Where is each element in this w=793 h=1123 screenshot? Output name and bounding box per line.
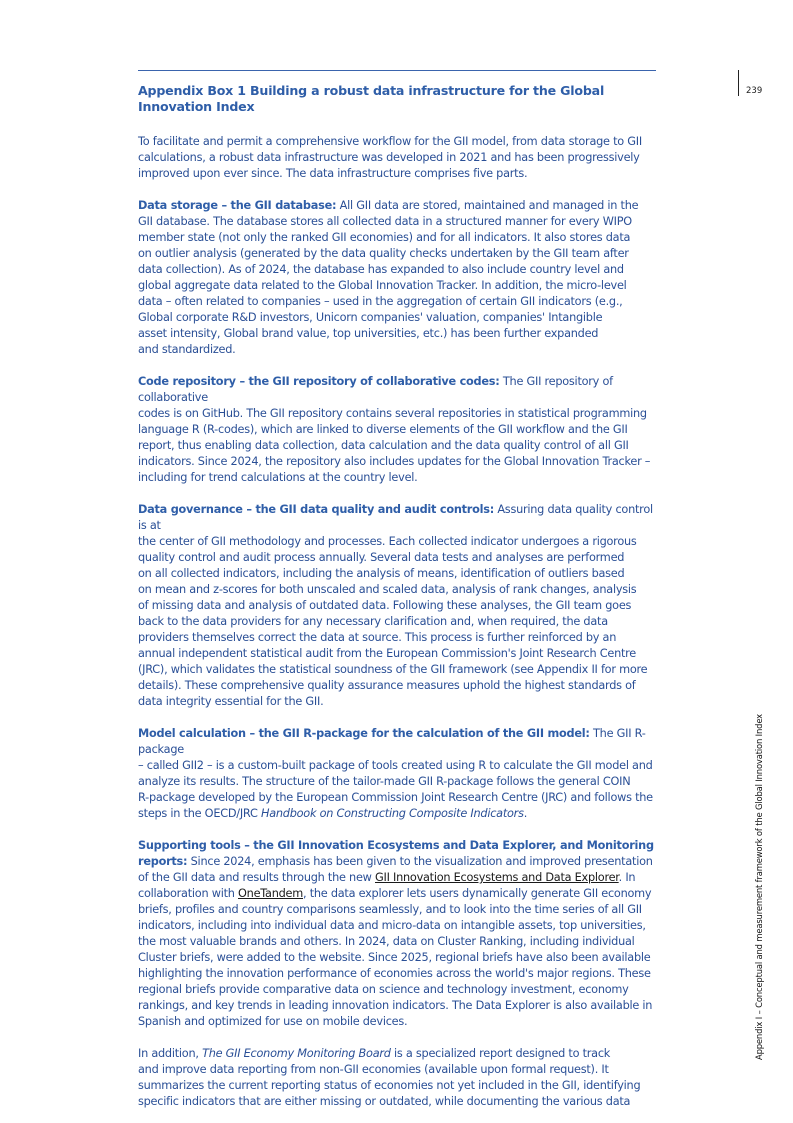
section-body: . In collaboration with (138, 871, 636, 900)
section-model-calculation (138, 726, 663, 822)
side-running-title: Appendix I – Conceptual and measurement framework of the Global Innovation Index (754, 714, 764, 1060)
section-body: The GII repository of collaborative codes is on GitHub. The GII repository contains several repositories in statistical programming language R (R-codes), which are linked to diverse elements of the GII workflow and the GII report, thus enabling data collection, data calculation and the data quality control of all GII indicators. Since 2024, the repository also includes updates for the Global Innovation Tracker – including for trend calculations at the country level. (138, 375, 651, 484)
page-number-marker (738, 70, 739, 96)
section-monitoring-board (138, 1046, 663, 1110)
section-body: All GII data are stored, maintained and managed in the GII database. The database stores all collected data in a structured manner for every WIPO member state (not only the ranked GII economies) and for all indicators. It also stores data on outlier analysis (generated by the data quality checks undertaken by the GII team after data collection). As of 2024, the database has expanded to also include country level and global aggregate data related to the Global Innovation Tracker. In addition, the micro-level data – often related to companies – used in the aggregation of certain GII indicators (e.g., Global corporate R&D investors, Unicorn companies' valuation, companies' Intangible asset intensity, Global brand value, top universities, etc.) has been further expanded and standardized. (138, 199, 639, 356)
data-explorer-link[interactable]: GII Innovation Ecosystems and Data Explorer (375, 871, 619, 884)
section-data-storage (138, 198, 663, 358)
monitoring-board-title: The GII Economy Monitoring Board (202, 1047, 391, 1060)
section-body: Assuring data quality control is at the center of GII methodology and processes. Each collected indicator undergoes a rigorous quality control and audit process annually. Several data tests and analyses are performed on all collected indicators, including the analysis of means, identification of outliers based on mean and z-scores for both unscaled and scaled data, analysis of rank changes, analysis of missing data and analysis of outdated data. Following these analyses, the GII team goes back to the data providers for any necessary clarification and, when required, the data providers themselves correct the data at source. This process is further reinforced by an annual independent statistical audit from the European Commission's Joint Research Centre (JRC), which validates the statistical soundness of the GII framework (see Appendix II for more details). These comprehensive quality assurance measures uphold the highest standards of data integrity essential for the GII. (138, 503, 653, 708)
section-body-end: . (523, 807, 528, 820)
section-body: , the data explorer lets users dynamically generate GII economy briefs, profiles and country comparisons seamlessly, and to look into the time series of all GII indicators, including into individual data and micro-data on intangible assets, top universities, the most valuable brands and others. In 2024, data on Cluster Ranking, including individual Cluster briefs, were added to the website. Since 2025, regional briefs have also been available highlighting the innovation performance of economies across the world's major regions. These regional briefs provide comparative data on science and technology investment, economy rankings, and key trends in leading innovation indicators. The Data Explorer is also available in Spanish and optimized for use on mobile devices. (138, 887, 653, 1028)
section-lead: Data storage – the GII database: (138, 199, 337, 212)
section-lead: Supporting tools – the GII Innovation Ecosystems and Data Explorer, and Monitoring reports: (138, 839, 654, 868)
appendix-box (138, 83, 663, 1110)
section-supporting-tools (138, 838, 663, 1030)
intro-paragraph: To facilitate and permit a comprehensive workflow for the GII model, from data storage to GII calculations, a robust data infrastructure was developed in 2021 and has been progressively improved upon ever since. The data infrastructure comprises five parts. (138, 135, 642, 180)
box-title: Appendix Box 1 Building a robust data infrastructure for the Global Innovation Index (138, 83, 605, 114)
section-lead: Model calculation – the GII R-package for the calculation of the GII model: (138, 727, 590, 740)
page-number: 239 (746, 86, 763, 96)
section-lead: Code repository – the GII repository of collaborative codes: (138, 375, 500, 388)
onetandem-link[interactable]: OneTandem (238, 887, 304, 900)
top-rule (138, 70, 656, 71)
section-data-governance (138, 502, 663, 710)
section-body: In addition, (138, 1047, 203, 1060)
section-code-repository (138, 374, 663, 486)
section-body: The GII R-package – called GII2 – is a custom-built package of tools created using R to calculate the GII model and analyze its results. The structure of the tailor-made GII R-package follows the general COIN R-package developed by the European Commission Joint Research Centre (JRC) and follows the steps in the OECD/JRC (138, 727, 653, 820)
section-body: is a specialized report designed to track and improve data reporting from non-GII economies (available upon formal request). It summarizes the current reporting status of economies not yet included in the GII, identifying specific indicators that are either missing or outdated, while documenting the various data (138, 1047, 641, 1108)
section-body: Since 2024, emphasis has been given to the visualization and improved presentation of the GII data and results through the new (138, 855, 653, 884)
section-lead: Data governance – the GII data quality and audit controls: (138, 503, 494, 516)
handbook-title: Handbook on Constructing Composite Indicators (260, 807, 524, 820)
